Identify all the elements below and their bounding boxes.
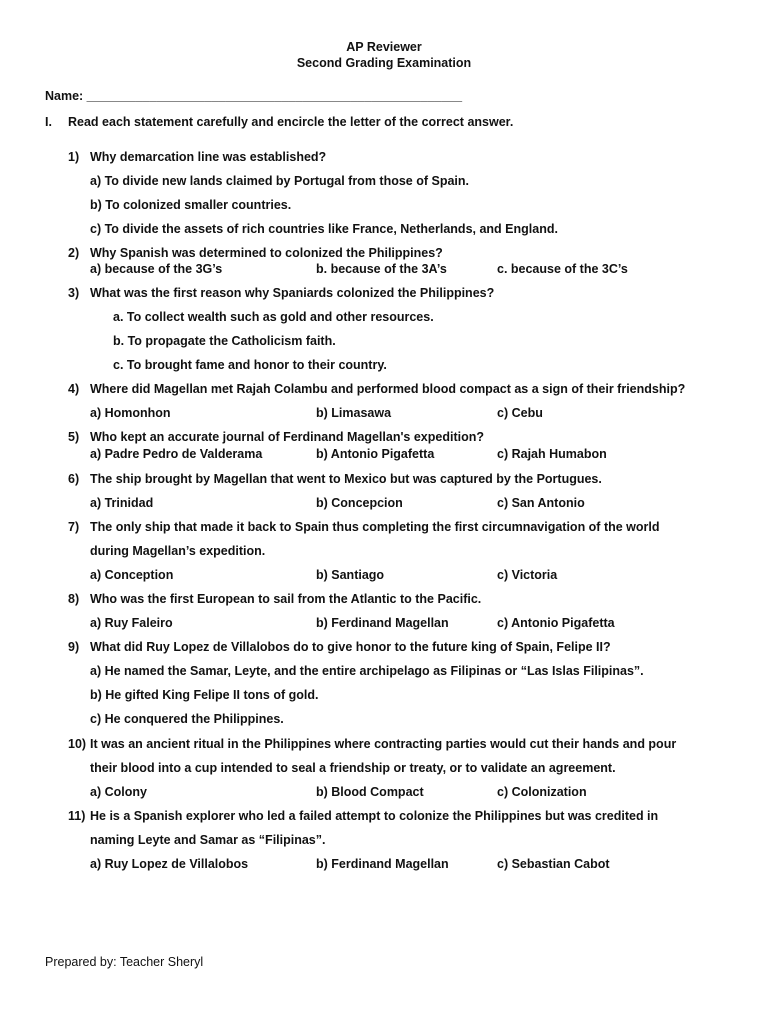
choice-a: a) Homonhon: [90, 406, 171, 420]
choice-b: b) To colonized smaller countries.: [90, 198, 292, 212]
name-field-label: Name: ______________________________________________________: [45, 89, 463, 103]
choice-c: c) Cebu: [497, 406, 543, 420]
section-numeral: I.: [45, 115, 52, 129]
section-instructions: Read each statement carefully and encircle the letter of the correct answer.: [68, 115, 514, 129]
choice-b: b) Concepcion: [316, 496, 403, 510]
question-text: It was an ancient ritual in the Philippines where contracting parties would cut their hands and pour: [90, 737, 677, 751]
question-text: What was the first reason why Spaniards colonized the Philippines?: [90, 286, 495, 300]
choice-a: a) Ruy Lopez de Villalobos: [90, 857, 249, 871]
question-text-continued: during Magellan’s expedition.: [90, 544, 266, 558]
choice-c: c) San Antonio: [497, 496, 585, 510]
choice-a: a) Conception: [90, 568, 174, 582]
choice-a: a) Colony: [90, 785, 147, 799]
choice-b: b) Santiago: [316, 568, 385, 582]
question-text-continued: their blood into a cup intended to seal a friendship or treaty, or to validate an agreement.: [90, 761, 616, 775]
choice-a: a. To collect wealth such as gold and other resources.: [113, 310, 434, 324]
choice-a: a) Padre Pedro de Valderama: [90, 447, 263, 461]
question-number: 3): [68, 286, 80, 300]
page-subtitle: Second Grading Examination: [296, 56, 472, 70]
question-number: 7): [68, 520, 80, 534]
choice-a: a) To divide new lands claimed by Portugal from those of Spain.: [90, 174, 469, 188]
choice-c: c) Colonization: [497, 785, 587, 799]
question-number: 10): [68, 737, 87, 751]
question-text-continued: naming Leyte and Samar as “Filipinas”.: [90, 833, 326, 847]
question-number: 9): [68, 640, 80, 654]
choice-c: c. because of the 3C’s: [497, 262, 628, 276]
question-text: He is a Spanish explorer who led a failed attempt to colonize the Philippines but was credited in: [90, 809, 659, 823]
question-number: 2): [68, 246, 80, 260]
question-text: Why demarcation line was established?: [90, 150, 327, 164]
choice-b: b) Blood Compact: [316, 785, 424, 799]
question-number: 6): [68, 472, 80, 486]
choice-b: b) He gifted King Felipe II tons of gold.: [90, 688, 319, 702]
choice-b: b) Ferdinand Magellan: [316, 857, 449, 871]
page-title: AP Reviewer: [346, 40, 422, 54]
choice-c: c) He conquered the Philippines.: [90, 712, 284, 726]
choice-c: c) Sebastian Cabot: [497, 857, 610, 871]
question-number: 8): [68, 592, 80, 606]
question-text: What did Ruy Lopez de Villalobos do to give honor to the future king of Spain, Felipe II?: [90, 640, 611, 654]
choice-b: b. To propagate the Catholicism faith.: [113, 334, 336, 348]
choice-c: c) Antonio Pigafetta: [497, 616, 615, 630]
choice-b: b. because of the 3A’s: [316, 262, 447, 276]
choice-a: a) He named the Samar, Leyte, and the entire archipelago as Filipinas or “Las Islas Filipinas”.: [90, 664, 644, 678]
choice-b: b) Ferdinand Magellan: [316, 616, 449, 630]
question-text: The ship brought by Magellan that went to Mexico but was captured by the Portugues.: [90, 472, 602, 486]
question-number: 1): [68, 150, 80, 164]
choice-c: c) Victoria: [497, 568, 558, 582]
question-number: 4): [68, 382, 80, 396]
choice-a: a) Ruy Faleiro: [90, 616, 173, 630]
choice-c: c) Rajah Humabon: [497, 447, 607, 461]
choice-c: c) To divide the assets of rich countries like France, Netherlands, and England.: [90, 222, 558, 236]
question-text: The only ship that made it back to Spain thus completing the first circumnavigation of the world: [90, 520, 660, 534]
question-text: Who was the first European to sail from the Atlantic to the Pacific.: [90, 592, 482, 606]
choice-a: a) because of the 3G’s: [90, 262, 223, 276]
choice-c: c. To brought fame and honor to their country.: [113, 358, 387, 372]
choice-b: b) Limasawa: [316, 406, 392, 420]
choice-a: a) Trinidad: [90, 496, 154, 510]
prepared-by: Prepared by: Teacher Sheryl: [45, 955, 204, 969]
question-text: Why Spanish was determined to colonized the Philippines?: [90, 246, 443, 260]
question-text: Where did Magellan met Rajah Colambu and performed blood compact as a sign of their friendship?: [90, 382, 686, 396]
question-number: 11): [68, 809, 86, 823]
question-text: Who kept an accurate journal of Ferdinand Magellan's expedition?: [90, 430, 485, 444]
question-number: 5): [68, 430, 80, 444]
choice-b: b) Antonio Pigafetta: [316, 447, 435, 461]
